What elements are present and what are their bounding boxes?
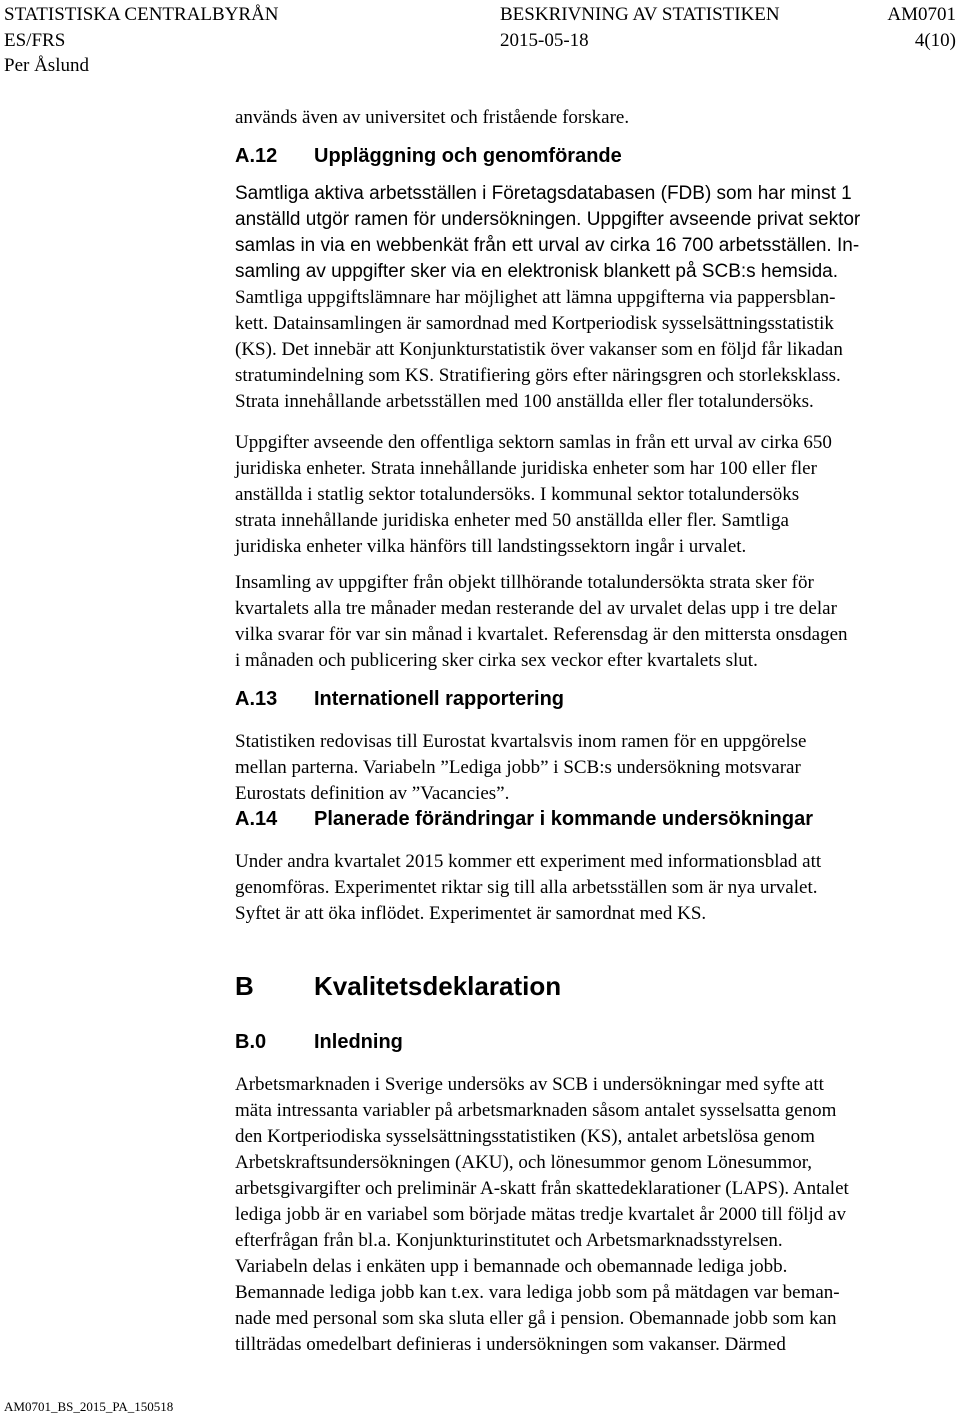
paragraph-a13-1 bbox=[235, 729, 950, 807]
section-title-b0: Inledning bbox=[314, 1031, 403, 1053]
header-doc-type: BESKRIVNING AV STATISTIKEN bbox=[500, 4, 780, 25]
paragraph-line: vilka svarar för var sin månad i kvartalet. Referensdag är den mittersta onsdagen bbox=[235, 624, 848, 645]
paragraph-line: mäta intressanta variabler på arbetsmarknaden såsom antalet sysselsatta genom bbox=[235, 1100, 837, 1121]
paragraph-line: Statistiken redovisas till Eurostat kvartalsvis inom ramen för en uppgörelse bbox=[235, 731, 807, 752]
paragraph-a12-3 bbox=[235, 570, 950, 674]
paragraph-b0-1 bbox=[235, 1072, 950, 1358]
paragraph-line: lediga jobb är en variabel som började mätas tredje kvartalet år 2000 till följd av bbox=[235, 1204, 846, 1225]
paragraph-line: Bemannade lediga jobb kan t.ex. vara lediga jobb som på mätdagen var beman- bbox=[235, 1282, 840, 1303]
section-number-a12: A.12 bbox=[235, 145, 278, 167]
paragraph-a12-2 bbox=[235, 430, 950, 560]
paragraph-line: anställd utgör ramen för undersökningen. Uppgifter avseende privat sektor bbox=[235, 209, 861, 230]
paragraph-line: strata innehållande juridiska enheter med 50 anställda eller fler. Samtliga bbox=[235, 510, 789, 531]
paragraph-line: juridiska enheter. Strata innehållande juridiska enheter som har 100 eller fler bbox=[235, 458, 817, 479]
paragraph-line: anställda i statlig sektor totalundersöks. I kommunal sektor totalundersöks bbox=[235, 484, 800, 505]
paragraph-line: samling av uppgifter sker via en elektronisk blankett på SCB:s hemsida. bbox=[235, 261, 839, 282]
paragraph-line: arbetsgivargifter och preliminär A-skatt från skattedeklarationer (LAPS). Antalet bbox=[235, 1178, 849, 1199]
header-author: Per Åslund bbox=[4, 55, 89, 76]
section-title-a13: Internationell rapportering bbox=[314, 688, 565, 710]
chapter-title-b: Kvalitetsdeklaration bbox=[314, 971, 562, 1001]
paragraph-line: genomföras. Experimentet riktar sig till alla arbetsställen som är nya urvalet. bbox=[235, 877, 818, 898]
footer-document-id: AM0701_BS_2015_PA_150518 bbox=[4, 1399, 174, 1414]
paragraph-line: Arbetsmarknaden i Sverige undersöks av SCB i undersökningar med syfte att bbox=[235, 1074, 824, 1095]
paragraph-line: Under andra kvartalet 2015 kommer ett experiment med informationsblad att bbox=[235, 851, 822, 872]
paragraph-line: efterfrågan från bl.a. Konjunkturinstitutet och Arbetsmarknadsstyrelsen. bbox=[235, 1230, 783, 1251]
paragraph-line: (KS). Det innebär att Konjunkturstatistik över vakanser som en följd får likadan bbox=[235, 339, 843, 360]
header-org: STATISTISKA CENTRALBYRÅN bbox=[4, 4, 279, 25]
chapter-number-b: B bbox=[235, 971, 254, 1001]
paragraph-line: mellan parterna. Variabeln ”Lediga jobb” i SCB:s undersökning motsvarar bbox=[235, 757, 801, 778]
paragraph-line: samlas in via en webbenkät från ett urval av cirka 16 700 arbetsställen. In- bbox=[235, 235, 860, 256]
paragraph-line: kvartalets alla tre månader medan resterande del av urvalet delas upp i tre delar bbox=[235, 598, 837, 619]
paragraph-a12-1 bbox=[235, 181, 950, 415]
paragraph-line: stratumindelning som KS. Stratifiering görs efter näringsgren och storleksklass. bbox=[235, 365, 841, 386]
paragraph-line: Uppgifter avseende den offentliga sektorn samlas in från ett urval av cirka 650 bbox=[235, 432, 832, 453]
paragraph-line: Strata innehållande arbetsställen med 100 anställda eller fler totalundersöks. bbox=[235, 391, 814, 412]
paragraph-a14-1 bbox=[235, 849, 950, 927]
header-unit: ES/FRS bbox=[4, 30, 66, 51]
section-number-b0: B.0 bbox=[235, 1031, 267, 1053]
paragraph-line: Samtliga uppgiftslämnare har möjlighet att lämna uppgifterna via pappersblan- bbox=[235, 287, 836, 308]
paragraph-line: den Kortperiodiska sysselsättningsstatistiken (KS), antalet arbetslösa genom bbox=[235, 1126, 815, 1147]
paragraph-line: juridiska enheter vilka hänförs till landstingssektorn ingår i urvalet. bbox=[235, 536, 747, 557]
paragraph-line: Arbetskraftsundersökningen (AKU), och lönesummor genom Lönesummor, bbox=[235, 1152, 813, 1173]
section-number-a13: A.13 bbox=[235, 688, 278, 710]
paragraph-line: i månaden och publicering sker cirka sex veckor efter kvartalets slut. bbox=[235, 650, 758, 671]
intro-paragraph: används även av universitet och fristående forskare. bbox=[235, 107, 630, 128]
section-number-a14: A.14 bbox=[235, 808, 278, 830]
header-date: 2015-05-18 bbox=[500, 30, 589, 51]
header-page-number: 4(10) bbox=[914, 30, 956, 51]
paragraph-line: Samtliga aktiva arbetsställen i Företagsdatabasen (FDB) som har minst 1 bbox=[235, 183, 852, 204]
paragraph-line: Insamling av uppgifter från objekt tillhörande totalundersökta strata sker för bbox=[235, 572, 814, 593]
paragraph-line: Syftet är att öka inflödet. Experimentet är samordnat med KS. bbox=[235, 903, 707, 924]
paragraph-line: nade med personal som ska sluta eller gå i pension. Obemannade jobb som kan bbox=[235, 1308, 837, 1329]
paragraph-line: tillträdas omedelbart definieras i undersökningen som vakanser. Därmed bbox=[235, 1334, 786, 1355]
section-title-a12: Uppläggning och genomförande bbox=[314, 145, 622, 167]
paragraph-line: kett. Datainsamlingen är samordnad med Kortperiodisk sysselsättningsstatistik bbox=[235, 313, 834, 334]
paragraph-line: Eurostats definition av ”Vacancies”. bbox=[235, 783, 510, 804]
header-code: AM0701 bbox=[887, 4, 956, 25]
paragraph-line: Variabeln delas i enkäten upp i bemannade och obemannade lediga jobb. bbox=[235, 1256, 788, 1277]
section-title-a14: Planerade förändringar i kommande undersökningar bbox=[314, 808, 814, 830]
